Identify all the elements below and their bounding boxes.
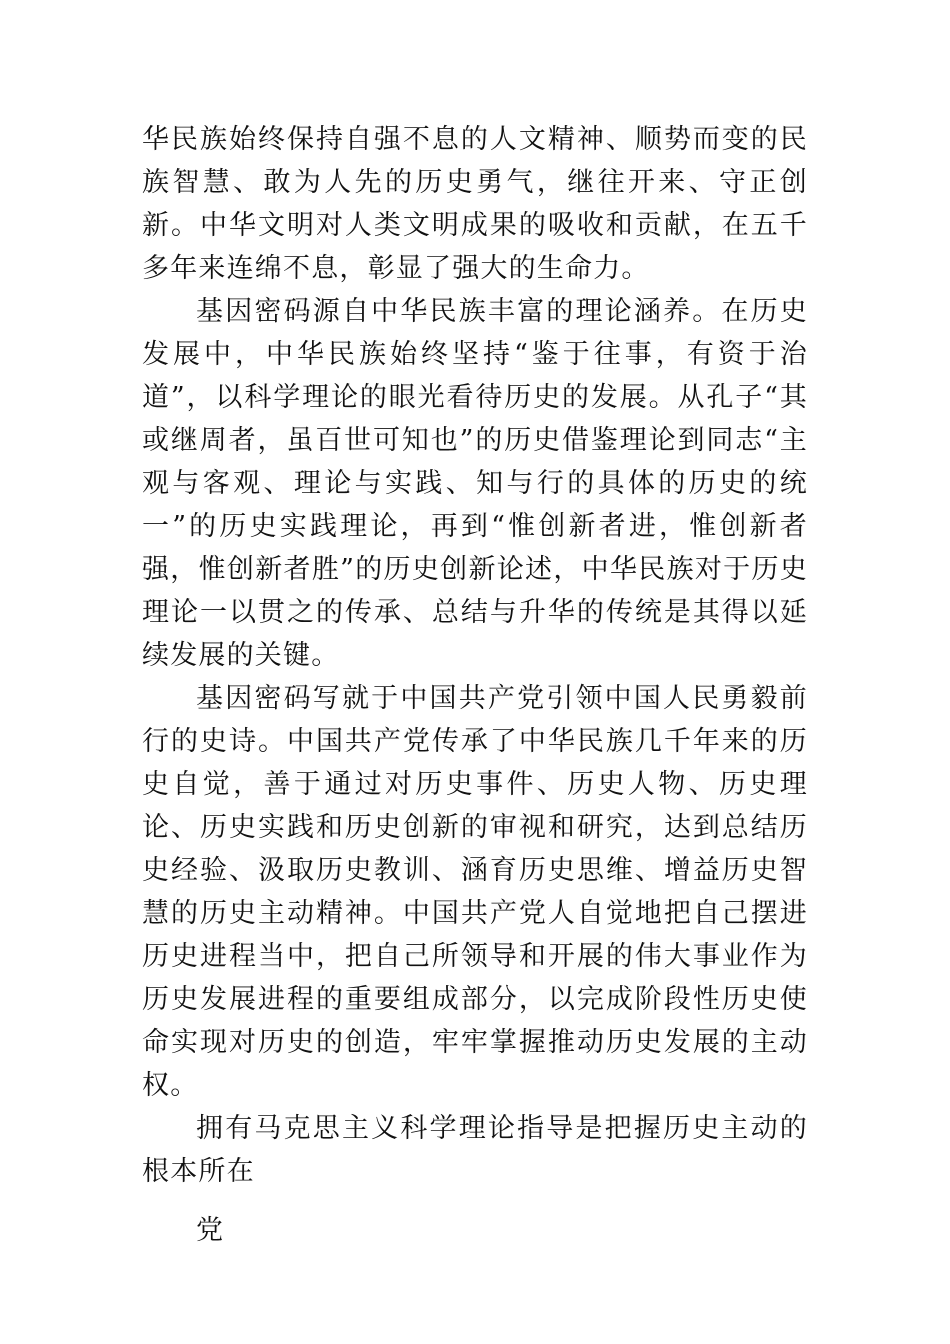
paragraph-theory: 基因密码源自中华民族丰富的理论涵养。在历史发展中，中华民族始终坚持“鉴于往事，有资于治道”，以科学理论的眼光看待历史的发展。从孔子“其或继周者，虽百世可知也”的历史借鉴理论到同志“主观与客观、理论与实践、知与行的具体的历史的统一”的历史实践理论，再到“惟创新者进，惟创新者强，惟创新者胜”的历史创新论述，中华民族对于历史理论一以贯之的传承、总结与升华的传统是其得以延续发展的关键。 [142, 296, 808, 671]
paragraph-continued: 华民族始终保持自强不息的人文精神、顺势而变的民族智慧、敢为人先的历史勇气，继往开来、守正创新。中华文明对人类文明成果的吸收和贡献，在五千多年来连绵不息，彰显了强大的生命力。 [142, 124, 808, 284]
document-body [142, 118, 808, 1252]
paragraph-party-epic: 基因密码写就于中国共产党引领中国人民勇毅前行的史诗。中国共产党传承了中华民族几千年来的历史自觉，善于通过对历史事件、历史人物、历史理论、历史实践和历史创新的审视和研究，达到总结历史经验、汲取历史教训、涵育历史思维、增益历史智慧的历史主动精神。中国共产党人自觉地把自己摆进历史进程当中，把自己所领导和开展的伟大事业作为历史发展进程的重要组成部分，以完成阶段性历史使命实现对历史的创造，牢牢掌握推动历史发展的主动权。 [142, 683, 808, 1101]
paragraph-fragment: 党 [196, 1215, 225, 1246]
section-heading: 拥有马克思主义科学理论指导是把握历史主动的根本所在 [142, 1113, 808, 1187]
